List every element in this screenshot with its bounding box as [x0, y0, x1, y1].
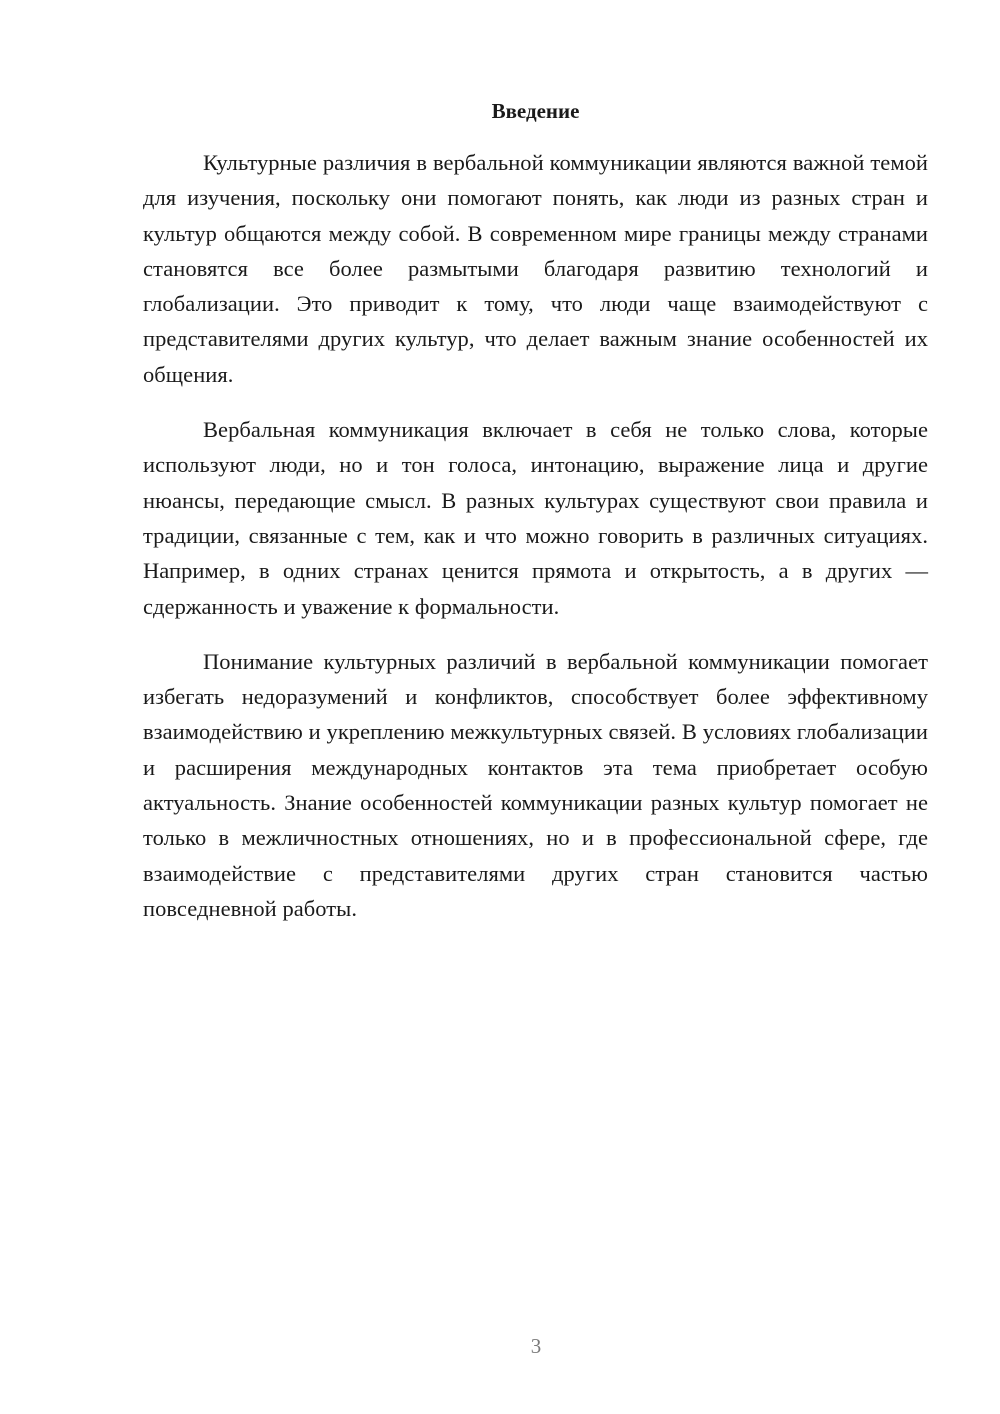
paragraph-3: Понимание культурных различий в вербальной коммуникации помогает избегать недоразумений и конфликтов, способствует более эффективному взаимодействию и укреплению межкультурных связей. В условиях глобализации и расширения международных контактов эта тема приобретает особую актуальность. Знание особенностей коммуникации разных культур помогает не только в межличностных отношениях, но и в профессиональной сфере, где взаимодействие с представителями других стран становится частью повседневной работы.: [143, 648, 928, 921]
section-title: Введение: [491, 99, 580, 123]
page-content: [143, 97, 928, 946]
page-number: 3: [530, 1334, 542, 1358]
paragraph-1: Культурные различия в вербальной коммуникации являются важной темой для изучения, поскольку они помогают понять, как люди из разных стран и культур общаются между собой. В современном мире границы между странами становятся все более размытыми благодаря развитию технологий и глобализации. Это приводит к тому, что люди чаще взаимодействуют с представителями других культур, что делает важным знание особенностей их общения.: [143, 150, 928, 387]
paragraph-2: Вербальная коммуникация включает в себя не только слова, которые используют люди, но и тон голоса, интонацию, выражение лица и другие нюансы, передающие смысл. В разных культурах существуют свои правила и традиции, связанные с тем, как и что можно говорить в различных ситуациях. Например, в одних странах ценится прямота и открытость, а в других — сдержанность и уважение к формальности.: [143, 417, 928, 619]
